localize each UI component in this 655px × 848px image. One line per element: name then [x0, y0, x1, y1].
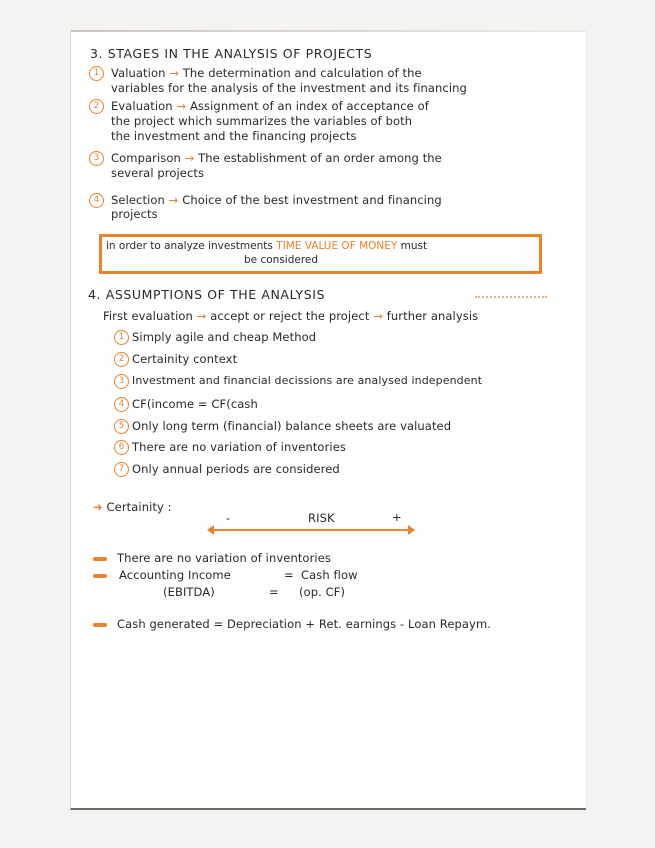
item-number-6: 6: [114, 440, 129, 455]
section3-title: 3. STAGES IN THE ANALYSIS OF PROJECTS: [90, 46, 373, 61]
box-highlight: TIME VALUE OF MONEY: [276, 240, 398, 252]
first-eval-further: further analysis: [386, 309, 479, 323]
box-line-2: be considered: [244, 254, 319, 266]
note-op-cf: (op. CF): [299, 585, 346, 599]
stage-2-line-3: the investment and the financing projects: [111, 129, 357, 143]
certainty-text: Certainity :: [106, 500, 172, 514]
item-number-1: 1: [89, 66, 104, 81]
item-number-3: 3: [114, 374, 129, 389]
item-number-2: 2: [89, 99, 104, 114]
stage-4-def: Choice of the best investment and financing: [182, 193, 442, 207]
risk-minus: -: [226, 511, 231, 525]
first-evaluation-line: [103, 309, 478, 323]
arrow-right-icon: →: [184, 151, 195, 165]
assumption-2: Certainity context: [132, 352, 238, 366]
risk-plus: +: [392, 510, 402, 524]
stage-3-term: Comparison: [111, 151, 181, 165]
section4-title: 4. ASSUMPTIONS OF THE ANALYSIS: [88, 287, 326, 302]
stage-4-line-2: projects: [111, 207, 158, 221]
note-ebitda: (EBITDA): [163, 585, 215, 599]
item-number-2: 2: [114, 352, 129, 367]
arrow-bullet-icon: ➜: [93, 500, 103, 514]
stage-1-line-1: [111, 66, 422, 80]
stage-1-line-2: variables for the analysis of the investment and its financing: [111, 81, 467, 95]
box-line-1: [106, 240, 427, 253]
item-number-7: 7: [114, 462, 129, 477]
box-suffix: must: [400, 240, 428, 252]
arrow-right-icon: →: [373, 309, 383, 323]
first-eval-term: First evaluation: [103, 309, 193, 323]
stage-1-def: The determination and calculation of the: [182, 66, 422, 80]
stage-4-term: Selection: [111, 193, 165, 207]
page-top-edge: [71, 30, 586, 32]
assumption-5: Only long term (financial) balance sheets are valuated: [132, 419, 452, 433]
highlight-box: [99, 234, 542, 274]
arrow-right-icon: →: [176, 99, 187, 113]
assumption-1: Simply agile and cheap Method: [132, 330, 317, 344]
risk-label: RISK: [308, 511, 335, 525]
arrow-right-icon: →: [196, 309, 207, 323]
item-number-4: 4: [114, 397, 129, 412]
arrow-right-icon: →: [169, 66, 179, 80]
assumption-4: CF(income = CF(cash: [132, 397, 258, 411]
assumption-3: Investment and financial decissions are analysed independent: [132, 374, 483, 387]
stage-1-term: Valuation: [111, 66, 166, 80]
note-equals: =: [284, 568, 294, 582]
arrow-right-icon: →: [168, 193, 179, 207]
notebook-page: [70, 30, 586, 810]
stage-3-line-1: [111, 151, 442, 165]
note-accounting-income: Accounting Income: [119, 568, 231, 582]
note-cash-generated: Cash generated = Depreciation + Ret. earnings - Loan Repaym.: [117, 617, 492, 631]
box-prefix: in order to analyze investments: [106, 240, 273, 252]
stage-3-def: The establishment of an order among the: [198, 151, 442, 165]
assumption-6: There are no variation of inventories: [132, 440, 346, 454]
note-inventories: There are no variation of inventories: [117, 551, 331, 565]
stage-3-line-2: several projects: [111, 166, 205, 180]
stage-4-line-1: [111, 193, 442, 207]
risk-scale-arrow: [213, 529, 409, 531]
dash-bullet-icon: [93, 574, 107, 578]
assumption-7: Only annual periods are considered: [132, 462, 340, 476]
stage-2-line-1: [111, 99, 429, 113]
item-number-4: 4: [89, 193, 104, 208]
stage-2-term: Evaluation: [111, 99, 173, 113]
dash-bullet-icon: [93, 557, 107, 561]
note-cash-flow: Cash flow: [301, 568, 358, 582]
note-equals-2: =: [269, 585, 279, 599]
stage-2-def: Assignment of an index of acceptance of: [189, 99, 429, 113]
first-eval-accept: accept or reject the project: [210, 309, 370, 323]
item-number-5: 5: [114, 419, 129, 434]
certainty-label: [93, 500, 172, 514]
dotted-scribble: [475, 296, 547, 300]
dash-bullet-icon: [93, 623, 107, 627]
stage-2-line-2: the project which summarizes the variables of both: [111, 114, 413, 128]
item-number-3: 3: [89, 151, 104, 166]
item-number-1: 1: [114, 330, 129, 345]
